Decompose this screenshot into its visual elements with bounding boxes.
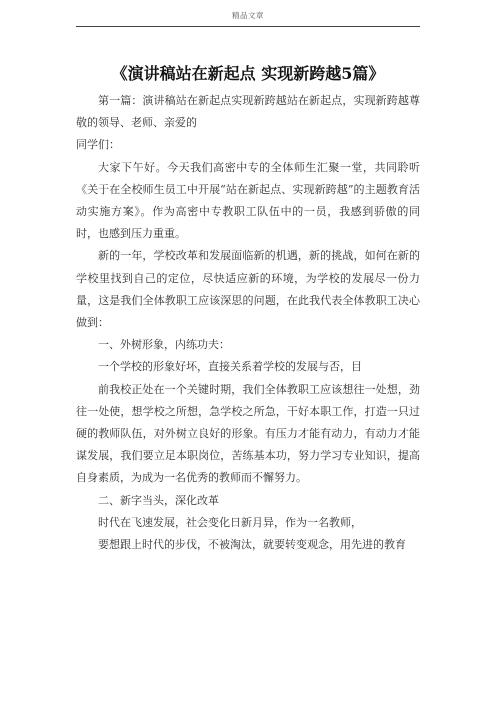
page-header-label: 精品文章 (232, 11, 264, 20)
section-heading-2: 二、新字当头，深化改革 (98, 493, 219, 507)
paragraph-intro: 第一篇：演讲稿站在新起点实现新跨越站在新起点，实现新跨越尊敬的领导、老师、亲爱的 (76, 94, 420, 130)
paragraph-new-year: 新的一年，学校改革和发展面临新的机遇，新的挑战，如何在新的学校里找到自己的定位，尽快适应新的环境，为学校的发展尽一份力量，这是我们全体教职工应该深思的问题，在此我代表全体教职工决心做到： (76, 249, 420, 330)
paragraph-salutation: 同学们： (76, 138, 120, 152)
paragraph-greeting: 大家下午好。今天我们高密中专的全体师生汇聚一堂，共同聆听《关于在全校师生员工中开展“站在新起点、实现新跨越”的主题教育活动实施方案》。作为高密中专教职工队伍中的一员，我感到骄傲的同时，也感到压力重重。 (76, 160, 420, 241)
document-title: 《演讲稿站在新起点 实现新跨越5篇》 (111, 64, 385, 83)
paragraph-era: 时代在飞速发展，社会变化日新月异，作为一名教师， (98, 515, 362, 529)
header-divider (76, 26, 420, 27)
paragraph-image: 一个学校的形象好坏，直接关系着学校的发展与否，目 (98, 360, 362, 374)
document-body (76, 90, 420, 556)
section-heading-1: 一、外树形象，内练功夫： (98, 338, 230, 352)
paragraph-keep-pace: 要想跟上时代的步伐，不被淘汰，就要转变观念，用先进的教育 (98, 538, 406, 552)
paragraph-key-period: 前我校正处在一个关键时期，我们全体教职工应该想往一处想，劲往一处使，想学校之所想，急学校之所急，干好本职工作，打造一只过硬的教师队伍，对外树立良好的形象。有压力才能有动力，有动力才能谋发展，我们要立足本职岗位，苦练基本功，努力学习专业知识，提高自身素质，为成为一名优秀的教师而不懈努力。 (76, 382, 420, 485)
